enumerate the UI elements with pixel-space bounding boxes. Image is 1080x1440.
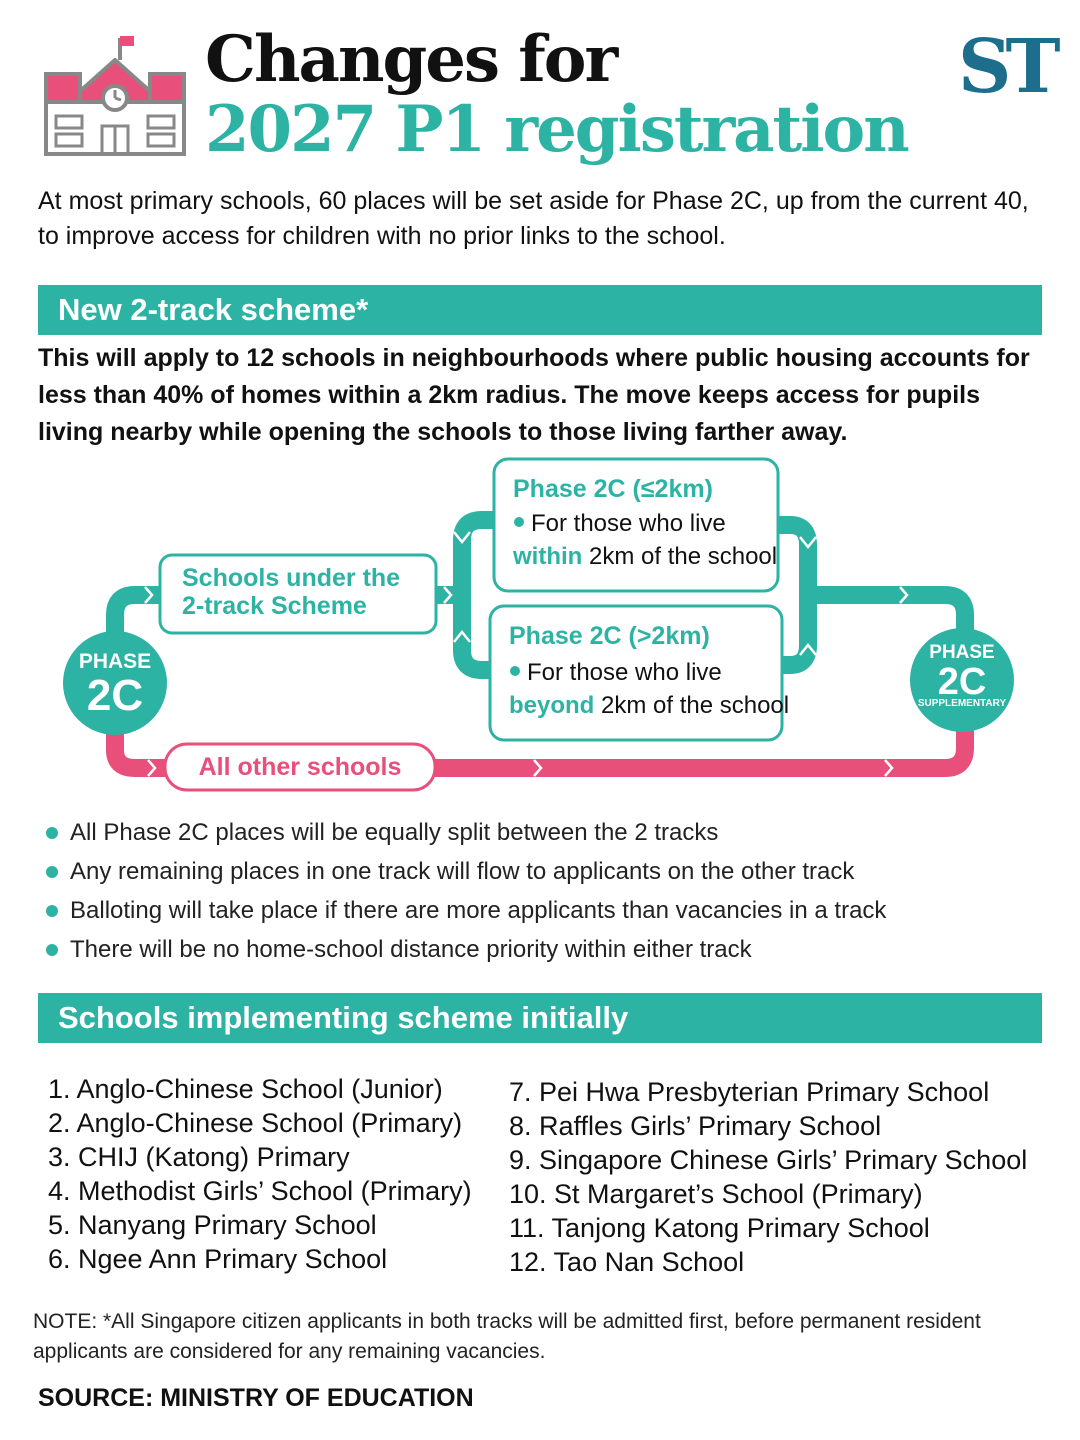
start-node-label: PHASE [78, 650, 152, 673]
track-far-line-1: For those who live [527, 659, 722, 686]
track-far-highlight: beyond [509, 692, 595, 719]
bullet-dot-icon [46, 905, 58, 917]
school-item: 9. Singapore Chinese Girls’ Primary School [509, 1145, 1028, 1175]
rules-bullet-list [46, 813, 1046, 969]
two-track-line-2: 2-track Scheme [182, 592, 367, 620]
st-logo: ST [958, 24, 1055, 110]
school-item: 1. Anglo-Chinese School (Junior) [48, 1074, 443, 1104]
title-line-2: 2027 P1 registration [205, 92, 908, 167]
track-near-line-2: 2km of the school [582, 543, 778, 570]
two-track-line-1: Schools under the [182, 564, 401, 592]
title-line-1: Changes for [205, 22, 617, 97]
svg-text:beyond 2km of the school [509, 692, 789, 719]
scheme-description: This will apply to 12 schools in neighbourhoods where public housing accounts for less than 40% of homes within a 2km radius. The move keeps access for pupils living nearby while opening the schools to those living farther away. [38, 344, 1030, 446]
school-item: 6. Ngee Ann Primary School [48, 1244, 388, 1274]
school-item: 2. Anglo-Chinese School (Primary) [48, 1108, 463, 1138]
school-item: 4. Methodist Girls’ School (Primary) [48, 1176, 472, 1206]
start-phase-node [63, 631, 167, 735]
school-item: 10. St Margaret’s School (Primary) [509, 1179, 923, 1209]
bullet-item: Any remaining places in one track will flow to applicants on the other track [46, 852, 1046, 891]
school-item: 3. CHIJ (Katong) Primary [48, 1142, 350, 1172]
school-item: 7. Pei Hwa Presbyterian Primary School [509, 1077, 990, 1107]
other-schools-label: All other schools [198, 753, 402, 781]
flow-diagram [0, 450, 1080, 800]
bullet-dot-icon [46, 944, 58, 956]
end-node-label: PHASE [929, 642, 995, 663]
school-item: 11. Tanjong Katong Primary School [509, 1213, 930, 1243]
track-far-line-2: 2km of the school [594, 692, 790, 719]
track-far-box [490, 606, 789, 740]
bullet-dot-icon [46, 866, 58, 878]
end-node-value: 2C [937, 661, 987, 703]
other-schools-box [165, 744, 435, 790]
school-building-icon [40, 30, 190, 160]
school-list-left [48, 1072, 472, 1276]
track-near-line-1: For those who live [531, 510, 726, 537]
school-item: 8. Raffles Girls’ Primary School [509, 1111, 882, 1141]
section-heading-schools: Schools implementing scheme initially [38, 993, 1042, 1043]
end-phase-node [910, 628, 1014, 732]
school-item: 12. Tao Nan School [509, 1247, 745, 1277]
svg-text:within 2km of the school [512, 543, 777, 570]
two-track-branch-box [160, 555, 436, 633]
bullet-item: Balloting will take place if there are more applicants than vacancies in a track [46, 891, 1046, 930]
end-node-sub: SUPPLEMENTARY [917, 698, 1007, 709]
start-node-value: 2C [86, 671, 144, 720]
bullet-item: All Phase 2C places will be equally split between the 2 tracks [46, 813, 1046, 852]
bullet-item: There will be no home-school distance priority within either track [46, 930, 1046, 969]
track-near-title: Phase 2C (≤2km) [513, 475, 713, 503]
section-heading-two-track: New 2-track scheme* [38, 285, 1042, 335]
track-far-title: Phase 2C (>2km) [509, 622, 710, 650]
bullet-dot-icon [46, 827, 58, 839]
track-near-box [494, 459, 778, 591]
source-credit: SOURCE: MINISTRY OF EDUCATION [38, 1384, 474, 1412]
footnote: NOTE: *All Singapore citizen applicants in both tracks will be admitted first, before permanent resident applicants are considered for any remaining vacancies. [33, 1310, 981, 1363]
intro-text: At most primary schools, 60 places will be set aside for Phase 2C, up from the current 40, to improve access for children with no prior links to the school. [38, 187, 1029, 250]
school-item: 5. Nanyang Primary School [48, 1210, 377, 1240]
school-list-right [509, 1075, 1027, 1279]
track-near-highlight: within [513, 543, 583, 570]
